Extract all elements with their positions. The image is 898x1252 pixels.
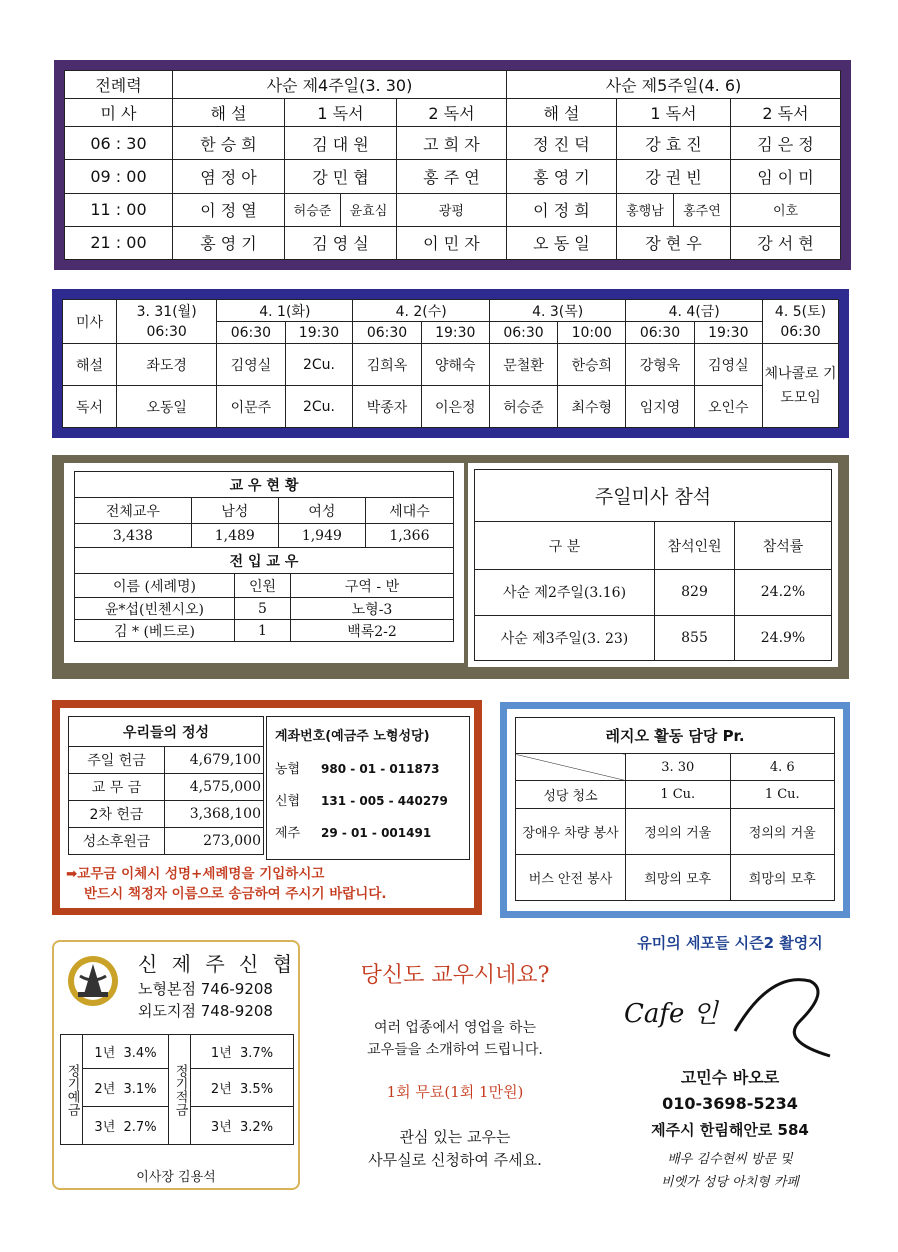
name-cell: 박종자 bbox=[353, 386, 421, 428]
legio-row bbox=[516, 781, 835, 809]
week4-title: 사순 제4주일(3. 30) bbox=[173, 71, 507, 99]
stat-value: 1,366 bbox=[365, 524, 453, 548]
name-cell: 2Cu. bbox=[285, 386, 353, 428]
ad-line: 교우들을 소개하여 드립니다. bbox=[367, 1042, 543, 1058]
rate-table bbox=[60, 1034, 294, 1145]
saturday-note: 체나콜로 기도모임 bbox=[763, 344, 839, 428]
rate-cell: 2년 3.5% bbox=[191, 1069, 294, 1107]
parishioner-title: 교 우 현 황 bbox=[75, 472, 454, 498]
attendance-panel bbox=[468, 463, 838, 667]
time-cell: 06:30 bbox=[217, 322, 285, 344]
ad-line: 관심 있는 교우는 bbox=[399, 1128, 511, 1146]
newcomer-name: 김 * (베드로) bbox=[75, 620, 235, 642]
legio-label: 성당 청소 bbox=[516, 781, 626, 809]
notice-line: ➡교무금 이체시 성명+세례명을 기입하시고 bbox=[66, 866, 325, 882]
attendance-header: 참석인원 bbox=[655, 522, 735, 570]
offering-amount: 4,679,100 bbox=[165, 747, 264, 774]
newcomer-name: 윤*섭(빈첸시오) bbox=[75, 598, 235, 620]
account-row bbox=[275, 822, 461, 841]
name-cell: 고 희 자 bbox=[396, 127, 506, 160]
name-cell: 2Cu. bbox=[285, 344, 353, 386]
attendance-label: 사순 제2주일(3.16) bbox=[475, 570, 655, 616]
cafe-owner: 고민수 바오로 bbox=[680, 1068, 780, 1087]
time-cell: 21 : 00 bbox=[65, 226, 173, 259]
name-cell: 강형욱 bbox=[626, 344, 694, 386]
offering-row bbox=[69, 801, 264, 828]
account-number: 29 - 01 - 001491 bbox=[321, 826, 432, 840]
rate-cell: 3년 2.7% bbox=[83, 1107, 169, 1145]
name-cell: 문철환 bbox=[489, 344, 557, 386]
name-cell: 허승준 bbox=[285, 193, 341, 226]
legio-frame bbox=[500, 702, 850, 918]
name-cell: 허승준 bbox=[489, 386, 557, 428]
attendance-table bbox=[474, 469, 832, 661]
account-number: 131 - 005 - 440279 bbox=[321, 794, 448, 808]
name-cell: 오인수 bbox=[694, 386, 762, 428]
credit-union-name: 신 제 주 신 협 bbox=[138, 952, 297, 976]
name-cell: 강 효 진 bbox=[616, 127, 730, 160]
time-cell: 06:30 bbox=[763, 322, 839, 344]
name-cell: 최수형 bbox=[558, 386, 626, 428]
weekday-schedule-frame bbox=[52, 289, 849, 438]
day-header: 4. 1(화) bbox=[217, 300, 353, 322]
day-header: 3. 31(월) bbox=[117, 300, 217, 322]
name-cell: 좌도경 bbox=[117, 344, 217, 386]
attendance-count: 829 bbox=[655, 570, 735, 616]
day-header: 4. 4(금) bbox=[626, 300, 763, 322]
stat-value: 1,489 bbox=[191, 524, 278, 548]
account-row bbox=[275, 790, 461, 809]
col-header: 2 독서 bbox=[396, 99, 506, 127]
legio-label: 버스 안전 봉사 bbox=[516, 855, 626, 901]
offering-amount: 273,000 bbox=[165, 828, 264, 855]
cafe-tagline: 유미의 세포들 시즌2 촬영지 bbox=[637, 934, 823, 952]
offering-frame bbox=[52, 700, 482, 915]
name-cell: 김영실 bbox=[694, 344, 762, 386]
name-cell: 김 대 원 bbox=[285, 127, 397, 160]
transfer-notice bbox=[66, 864, 470, 904]
schedule-row bbox=[65, 193, 841, 226]
legio-value: 1 Cu. bbox=[730, 781, 835, 809]
name-cell: 장 현 우 bbox=[616, 226, 730, 259]
stat-header: 세대수 bbox=[365, 498, 453, 524]
schedule-row bbox=[65, 160, 841, 193]
newcomer-area: 백록2-2 bbox=[291, 620, 454, 642]
stat-header: 남성 bbox=[191, 498, 278, 524]
offering-label: 2차 헌금 bbox=[69, 801, 165, 828]
time-cell: 06:30 bbox=[353, 322, 421, 344]
legio-date: 3. 30 bbox=[626, 754, 731, 781]
newcomer-title: 전 입 교 우 bbox=[75, 548, 454, 574]
diagonal-cell bbox=[516, 754, 626, 781]
name-cell: 김 은 정 bbox=[731, 127, 841, 160]
ad-line: 여러 업종에서 영업을 하는 bbox=[373, 1020, 537, 1036]
day-header: 4. 3(목) bbox=[489, 300, 626, 322]
name-cell: 광평 bbox=[396, 193, 506, 226]
newcomer-row bbox=[75, 598, 454, 620]
name-cell: 김 영 실 bbox=[285, 226, 397, 259]
ad-headline: 당신도 교우시네요? bbox=[360, 963, 550, 988]
newcomer-header: 이름 (세례명) bbox=[75, 574, 235, 598]
attendance-row bbox=[475, 615, 832, 661]
name-cell: 김희옥 bbox=[353, 344, 421, 386]
legio-value: 희망의 모후 bbox=[730, 855, 835, 901]
time-cell: 06:30 bbox=[117, 322, 217, 344]
cafe-swash-icon bbox=[730, 961, 840, 1061]
legio-value: 정의의 거울 bbox=[730, 809, 835, 855]
newcomer-header: 구역 - 반 bbox=[291, 574, 454, 598]
newcomer-count: 1 bbox=[235, 620, 291, 642]
attendance-row bbox=[475, 570, 832, 616]
name-cell: 홍행남 bbox=[616, 193, 673, 226]
liturgy-header: 전례력 bbox=[65, 71, 173, 99]
name-cell: 정 진 덕 bbox=[506, 127, 616, 160]
cafe-logo-text: Cafe 인 bbox=[624, 999, 718, 1029]
time-cell: 06:30 bbox=[626, 322, 694, 344]
name-cell: 한 승 희 bbox=[173, 127, 285, 160]
legio-table bbox=[515, 717, 835, 901]
offering-label: 성소후원금 bbox=[69, 828, 165, 855]
ad-price: 1회 무료(1회 1만원) bbox=[386, 1083, 524, 1101]
name-cell: 오동일 bbox=[117, 386, 217, 428]
name-cell: 이 민 자 bbox=[396, 226, 506, 259]
stats-frame bbox=[52, 455, 849, 679]
offering-panel bbox=[60, 708, 474, 908]
name-cell: 양해숙 bbox=[421, 344, 489, 386]
offering-amount: 4,575,000 bbox=[165, 774, 264, 801]
name-cell: 강 권 빈 bbox=[616, 160, 730, 193]
col-header: 해 설 bbox=[173, 99, 285, 127]
name-cell: 강 서 현 bbox=[731, 226, 841, 259]
legio-title: 레지오 활동 담당 Pr. bbox=[516, 718, 835, 754]
rate-cell: 3년 3.2% bbox=[191, 1107, 294, 1145]
cafe-note: 배우 김수현씨 방문 및 bbox=[667, 1152, 793, 1167]
day-header: 4. 5(토) bbox=[763, 300, 839, 322]
credit-union-logo-icon bbox=[66, 954, 120, 1008]
offering-label: 주일 헌금 bbox=[69, 747, 165, 774]
offering-amount: 3,368,100 bbox=[165, 801, 264, 828]
col-header: 해 설 bbox=[506, 99, 616, 127]
legio-date: 4. 6 bbox=[730, 754, 835, 781]
newcomer-area: 노형-3 bbox=[291, 598, 454, 620]
newcomer-table bbox=[74, 547, 454, 642]
deposit-label: 정기예금 bbox=[61, 1035, 83, 1145]
day-header: 4. 2(수) bbox=[353, 300, 490, 322]
attendance-rate: 24.2% bbox=[735, 570, 832, 616]
cafe-address: 제주시 한림해안로 584 bbox=[651, 1121, 809, 1139]
name-cell: 홍주연 bbox=[673, 193, 730, 226]
name-cell: 이은정 bbox=[421, 386, 489, 428]
offering-table bbox=[68, 716, 264, 855]
newcomer-header: 인원 bbox=[235, 574, 291, 598]
attendance-rate: 24.9% bbox=[735, 615, 832, 661]
name-cell: 김영실 bbox=[217, 344, 285, 386]
bank-name: 제주 bbox=[275, 826, 301, 841]
offering-title: 우리들의 정성 bbox=[69, 717, 264, 747]
mass-label: 미사 bbox=[63, 300, 117, 344]
savings-label: 정기적금 bbox=[169, 1035, 191, 1145]
attendance-count: 855 bbox=[655, 615, 735, 661]
stat-value: 3,438 bbox=[75, 524, 192, 548]
legio-row bbox=[516, 855, 835, 901]
account-number: 980 - 01 - 011873 bbox=[321, 762, 440, 776]
sunday-schedule-table bbox=[64, 70, 841, 260]
offering-row bbox=[69, 828, 264, 855]
schedule-row bbox=[65, 127, 841, 160]
account-box bbox=[266, 716, 470, 860]
rate-cell: 1년 3.7% bbox=[191, 1035, 294, 1069]
schedule-row bbox=[65, 226, 841, 259]
name-cell: 이문주 bbox=[217, 386, 285, 428]
cafe-ad bbox=[610, 932, 850, 1192]
bank-name: 신협 bbox=[275, 794, 301, 809]
stat-header: 여성 bbox=[278, 498, 365, 524]
name-cell: 오 동 일 bbox=[506, 226, 616, 259]
col-header: 1 독서 bbox=[616, 99, 730, 127]
stat-header: 전체교우 bbox=[75, 498, 192, 524]
attendance-label: 사순 제3주일(3. 23) bbox=[475, 615, 655, 661]
week5-title: 사순 제5주일(4. 6) bbox=[506, 71, 840, 99]
time-cell: 10:00 bbox=[558, 322, 626, 344]
time-cell: 19:30 bbox=[421, 322, 489, 344]
legio-row bbox=[516, 809, 835, 855]
attendance-header: 참석률 bbox=[735, 522, 832, 570]
rate-cell: 1년 3.4% bbox=[83, 1035, 169, 1069]
legio-label: 장애우 차량 봉사 bbox=[516, 809, 626, 855]
legio-panel bbox=[507, 709, 843, 911]
name-cell: 임 이 미 bbox=[731, 160, 841, 193]
legio-value: 정의의 거울 bbox=[626, 809, 731, 855]
time-cell: 06 : 30 bbox=[65, 127, 173, 160]
name-cell: 임지영 bbox=[626, 386, 694, 428]
bank-name: 농협 bbox=[275, 762, 301, 777]
credit-union-ad bbox=[52, 940, 300, 1190]
parishioner-table bbox=[74, 471, 454, 548]
reading-label: 독서 bbox=[63, 386, 117, 428]
name-cell: 이 정 열 bbox=[173, 193, 285, 226]
legio-value: 1 Cu. bbox=[626, 781, 731, 809]
col-header: 1 독서 bbox=[285, 99, 397, 127]
name-cell: 염 정 아 bbox=[173, 160, 285, 193]
offering-row bbox=[69, 774, 264, 801]
business-ad bbox=[310, 958, 600, 1172]
name-cell: 홍 주 연 bbox=[396, 160, 506, 193]
time-cell: 09 : 00 bbox=[65, 160, 173, 193]
chairman: 이사장 김용석 bbox=[136, 1170, 216, 1185]
name-cell: 홍 영 기 bbox=[506, 160, 616, 193]
time-cell: 19:30 bbox=[285, 322, 353, 344]
stat-value: 1,949 bbox=[278, 524, 365, 548]
name-cell: 한승희 bbox=[558, 344, 626, 386]
branch-2: 외도지점 748-9208 bbox=[138, 1002, 273, 1020]
time-cell: 06:30 bbox=[489, 322, 557, 344]
attendance-title: 주일미사 참석 bbox=[475, 470, 832, 522]
cafe-logo bbox=[610, 953, 850, 1063]
col-header: 2 독서 bbox=[731, 99, 841, 127]
account-row bbox=[275, 758, 461, 777]
account-title: 계좌번호(예금주 노형성당) bbox=[275, 729, 430, 744]
ad-line: 사무실로 신청하여 주세요. bbox=[368, 1151, 542, 1169]
commentary-label: 해설 bbox=[63, 344, 117, 386]
name-cell: 이호 bbox=[731, 193, 841, 226]
parishioner-panel bbox=[64, 463, 464, 663]
cafe-note: 비엣가 성당 아치형 카페 bbox=[661, 1175, 799, 1190]
mass-label: 미 사 bbox=[65, 99, 173, 127]
notice-line: 반드시 책정자 이름으로 송금하여 주시기 바랍니다. bbox=[84, 886, 387, 902]
weekday-schedule-table bbox=[62, 299, 839, 428]
rate-cell: 2년 3.1% bbox=[83, 1069, 169, 1107]
sunday-schedule-frame bbox=[54, 60, 851, 270]
attendance-header: 구 분 bbox=[475, 522, 655, 570]
offering-row bbox=[69, 747, 264, 774]
time-cell: 19:30 bbox=[694, 322, 762, 344]
offering-label: 교 무 금 bbox=[69, 774, 165, 801]
name-cell: 강 민 협 bbox=[285, 160, 397, 193]
name-cell: 윤효심 bbox=[340, 193, 396, 226]
cafe-phone: 010-3698-5234 bbox=[662, 1094, 798, 1113]
newcomer-row bbox=[75, 620, 454, 642]
branch-1: 노형본점 746-9208 bbox=[138, 980, 273, 998]
newcomer-count: 5 bbox=[235, 598, 291, 620]
legio-value: 희망의 모후 bbox=[626, 855, 731, 901]
name-cell: 홍 영 기 bbox=[173, 226, 285, 259]
time-cell: 11 : 00 bbox=[65, 193, 173, 226]
name-cell: 이 정 희 bbox=[506, 193, 616, 226]
